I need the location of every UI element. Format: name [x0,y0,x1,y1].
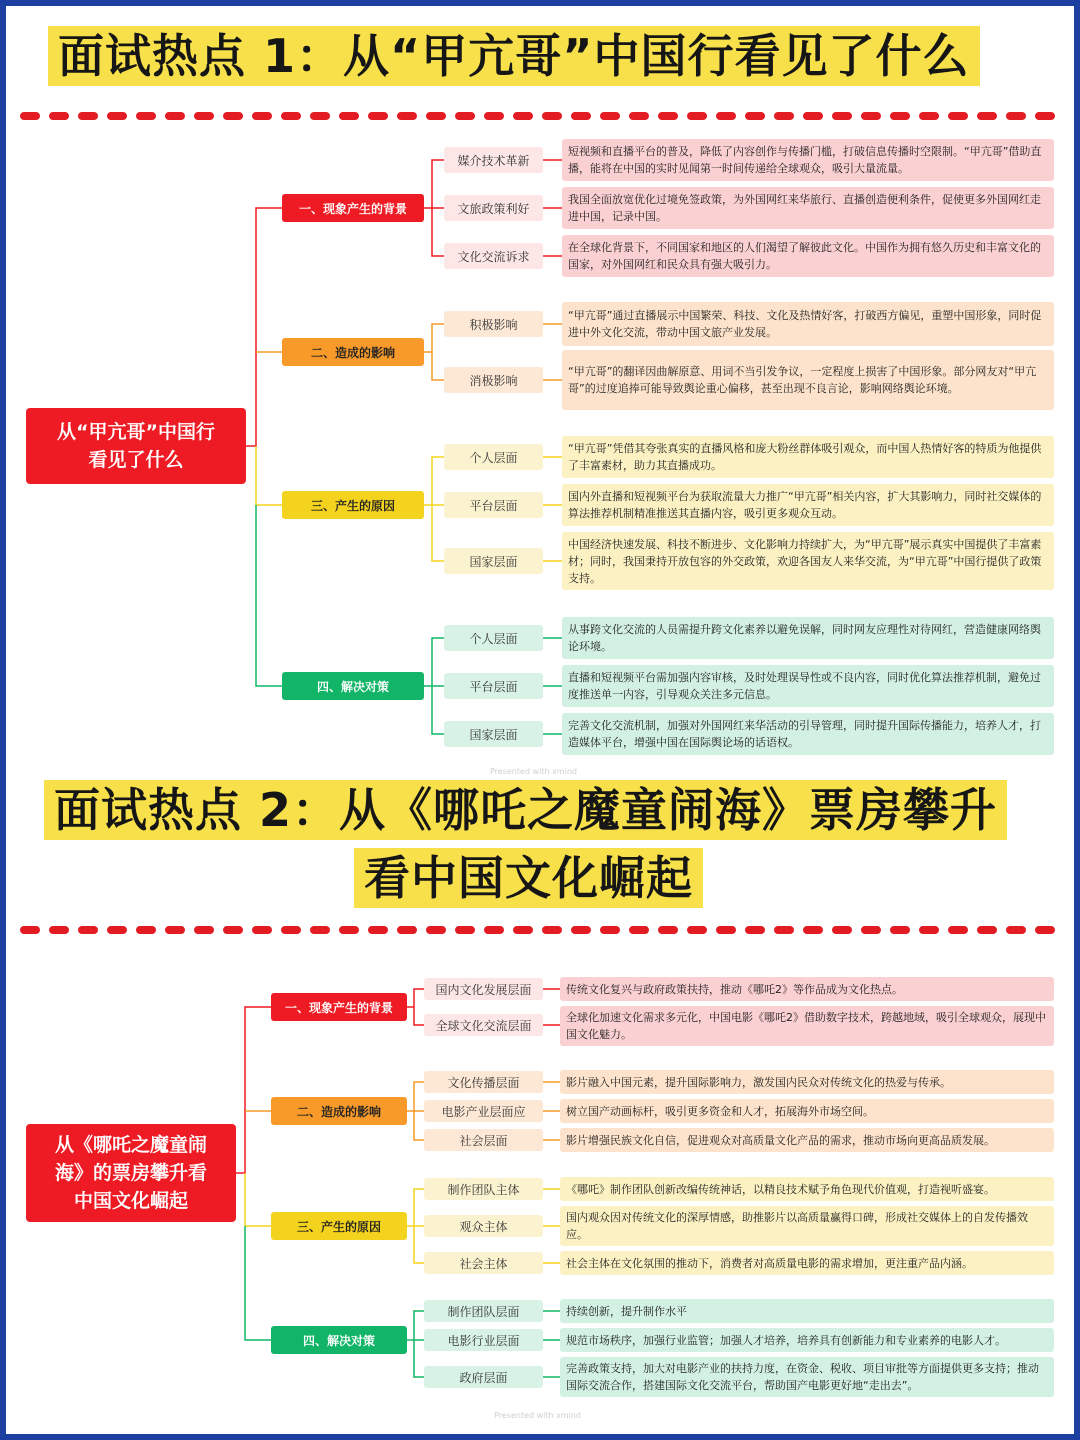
s1-b1-item2-text: 我国全面放宽优化过境免签政策，为外国网红来华旅行、直播创造便利条件，促使更多外国网红走进中国，记录中国。 [562,187,1054,229]
s2-b3-item2-text: 国内观众因对传统文化的深厚情感，助推影片以高质量赢得口碑，形成社交媒体上的自发传播效应。 [560,1206,1054,1246]
dotted-divider-2 [20,925,1060,935]
dotted-divider-1 [20,111,1060,121]
s2-b2-item3-text: 影片增强民族文化自信，促进观众对高质量文化产品的需求，推动市场向更高品质发展。 [560,1128,1054,1152]
s2-b1-item1-label: 国内文化发展层面 [424,978,543,1000]
section2-root-node: 从《哪吒之魔童闹海》的票房攀升看中国文化崛起 [26,1124,236,1222]
s2-b4-item3-label: 政府层面 [424,1366,543,1388]
s2-b3-item1-label: 制作团队主体 [424,1178,543,1200]
s2-b4-item1-label: 制作团队层面 [424,1300,543,1322]
s2-b2-item1-text: 影片融入中国元素，提升国际影响力，激发国内民众对传统文化的热爱与传承。 [560,1070,1054,1094]
s2-b1-item2-text: 全球化加速文化需求多元化，中国电影《哪吒2》借助数字技术，跨越地域，吸引全球观众，展现中国文化魅力。 [560,1006,1054,1046]
s2-b1-item1-text: 传统文化复兴与政府政策扶持，推动《哪吒2》等作品成为文化热点。 [560,977,1054,1001]
section1-title: 面试热点 1：从“甲亢哥”中国行看见了什么 [48,26,980,86]
s1-b2-item2-label: 消极影响 [444,367,543,393]
s1-b1-item3-text: 在全球化背景下，不同国家和地区的人们渴望了解彼此文化。中国作为拥有悠久历史和丰富文化的国家，对外国网红和民众具有强大吸引力。 [562,235,1054,277]
s1-b3-item3-label: 国家层面 [444,548,543,574]
s2-b4-item1-text: 持续创新，提升制作水平 [560,1299,1054,1323]
s2-branch-causes: 三、产生的原因 [271,1212,407,1240]
s1-b4-item1-label: 个人层面 [444,625,543,651]
s2-b4-item2-text: 规范市场秩序，加强行业监管；加强人才培养，培养具有创新能力和专业素养的电影人才。 [560,1328,1054,1352]
s1-b1-item2-label: 文旅政策利好 [444,195,543,221]
s2-b4-item2-label: 电影行业层面 [424,1329,543,1351]
s2-branch-solutions: 四、解决对策 [271,1326,407,1354]
s2-b3-item2-label: 观众主体 [424,1215,543,1237]
s2-watermark: Presented with xmind [494,1411,581,1420]
s1-b4-item2-text: 直播和短视频平台需加强内容审核，及时处理误导性或不良内容，同时优化算法推荐机制，避免过度推送单一内容，引导观众关注多元信息。 [562,665,1054,707]
s2-branch-impact: 二、造成的影响 [271,1097,407,1125]
s1-watermark: Presented with xmind [490,767,577,776]
s2-branch-background: 一、现象产生的背景 [271,993,407,1021]
s1-branch-background: 一、现象产生的背景 [282,194,424,222]
s2-b2-item2-label: 电影产业层面应 [424,1100,543,1122]
section2-title-line2: 看中国文化崛起 [354,848,703,908]
s1-b3-item3-text: 中国经济快速发展、科技不断进步、文化影响力持续扩大，为“甲亢哥”展示真实中国提供了丰富素材；同时，我国秉持开放包容的外交政策，欢迎各国友人来华交流，为“甲亢哥”中国行提供了政策支持。 [562,532,1054,590]
s1-b3-item1-label: 个人层面 [444,444,543,470]
s2-b3-item3-label: 社会主体 [424,1252,543,1274]
s1-branch-impact: 二、造成的影响 [282,338,424,366]
s2-b3-item1-text: 《哪吒》制作团队创新改编传统神话，以精良技术赋予角色现代价值观，打造视听盛宴。 [560,1177,1054,1201]
s1-b2-item1-label: 积极影响 [444,311,543,337]
s1-b1-item3-label: 文化交流诉求 [444,243,543,269]
s1-b1-item1-text: 短视频和直播平台的普及，降低了内容创作与传播门槛，打破信息传播时空限制。“甲亢哥”借助直播，能将在中国的实时见闻第一时间传递给全球观众，吸引大量流量。 [562,139,1054,181]
s1-b1-item1-label: 媒介技术革新 [444,147,543,173]
s1-b4-item3-text: 完善文化交流机制，加强对外国网红来华活动的引导管理，同时提升国际传播能力，培养人才，打造媒体平台，增强中国在国际舆论场的话语权。 [562,713,1054,755]
s1-b2-item1-text: “甲亢哥”通过直播展示中国繁荣、科技、文化及热情好客，打破西方偏见，重塑中国形象，同时促进中外文化交流，带动中国文旅产业发展。 [562,302,1054,346]
s2-b2-item3-label: 社会层面 [424,1129,543,1151]
section2-title-line1: 面试热点 2：从《哪吒之魔童闹海》票房攀升 [44,780,1007,840]
s1-b4-item3-label: 国家层面 [444,721,543,747]
s2-b2-item2-text: 树立国产动画标杆，吸引更多资金和人才，拓展海外市场空间。 [560,1099,1054,1123]
s1-branch-solutions: 四、解决对策 [282,672,424,700]
section1-root-node: 从“甲亢哥”中国行看见了什么 [26,408,246,484]
s1-b3-item1-text: “甲亢哥”凭借其夸张真实的直播风格和庞大粉丝群体吸引观众，而中国人热情好客的特质为他提供了丰富素材，助力其直播成功。 [562,436,1054,478]
s1-b4-item2-label: 平台层面 [444,673,543,699]
s1-b3-item2-text: 国内外直播和短视频平台为获取流量大力推广“甲亢哥”相关内容，扩大其影响力，同时社交媒体的算法推荐机制精准推送其直播内容，吸引更多观众互动。 [562,484,1054,526]
s1-b3-item2-label: 平台层面 [444,492,543,518]
s1-b2-item2-text: “甲亢哥”的翻译因曲解原意、用词不当引发争议，一定程度上损害了中国形象。部分网友对“甲亢哥”的过度追捧可能导致舆论重心偏移，甚至出现不良言论，影响网络舆论环境。 [562,350,1054,410]
s2-b4-item3-text: 完善政策支持，加大对电影产业的扶持力度，在资金、税收、项目审批等方面提供更多支持；推动国际交流合作，搭建国际文化交流平台，帮助国产电影更好地“走出去”。 [560,1357,1054,1397]
s1-b4-item1-text: 从事跨文化交流的人员需提升跨文化素养以避免误解，同时网友应理性对待网红，营造健康网络舆论环境。 [562,617,1054,659]
s2-b3-item3-text: 社会主体在文化氛围的推动下，消费者对高质量电影的需求增加，更注重产品内涵。 [560,1251,1054,1275]
s2-b1-item2-label: 全球文化交流层面 [424,1014,543,1036]
s1-branch-causes: 三、产生的原因 [282,491,424,519]
s2-b2-item1-label: 文化传播层面 [424,1071,543,1093]
